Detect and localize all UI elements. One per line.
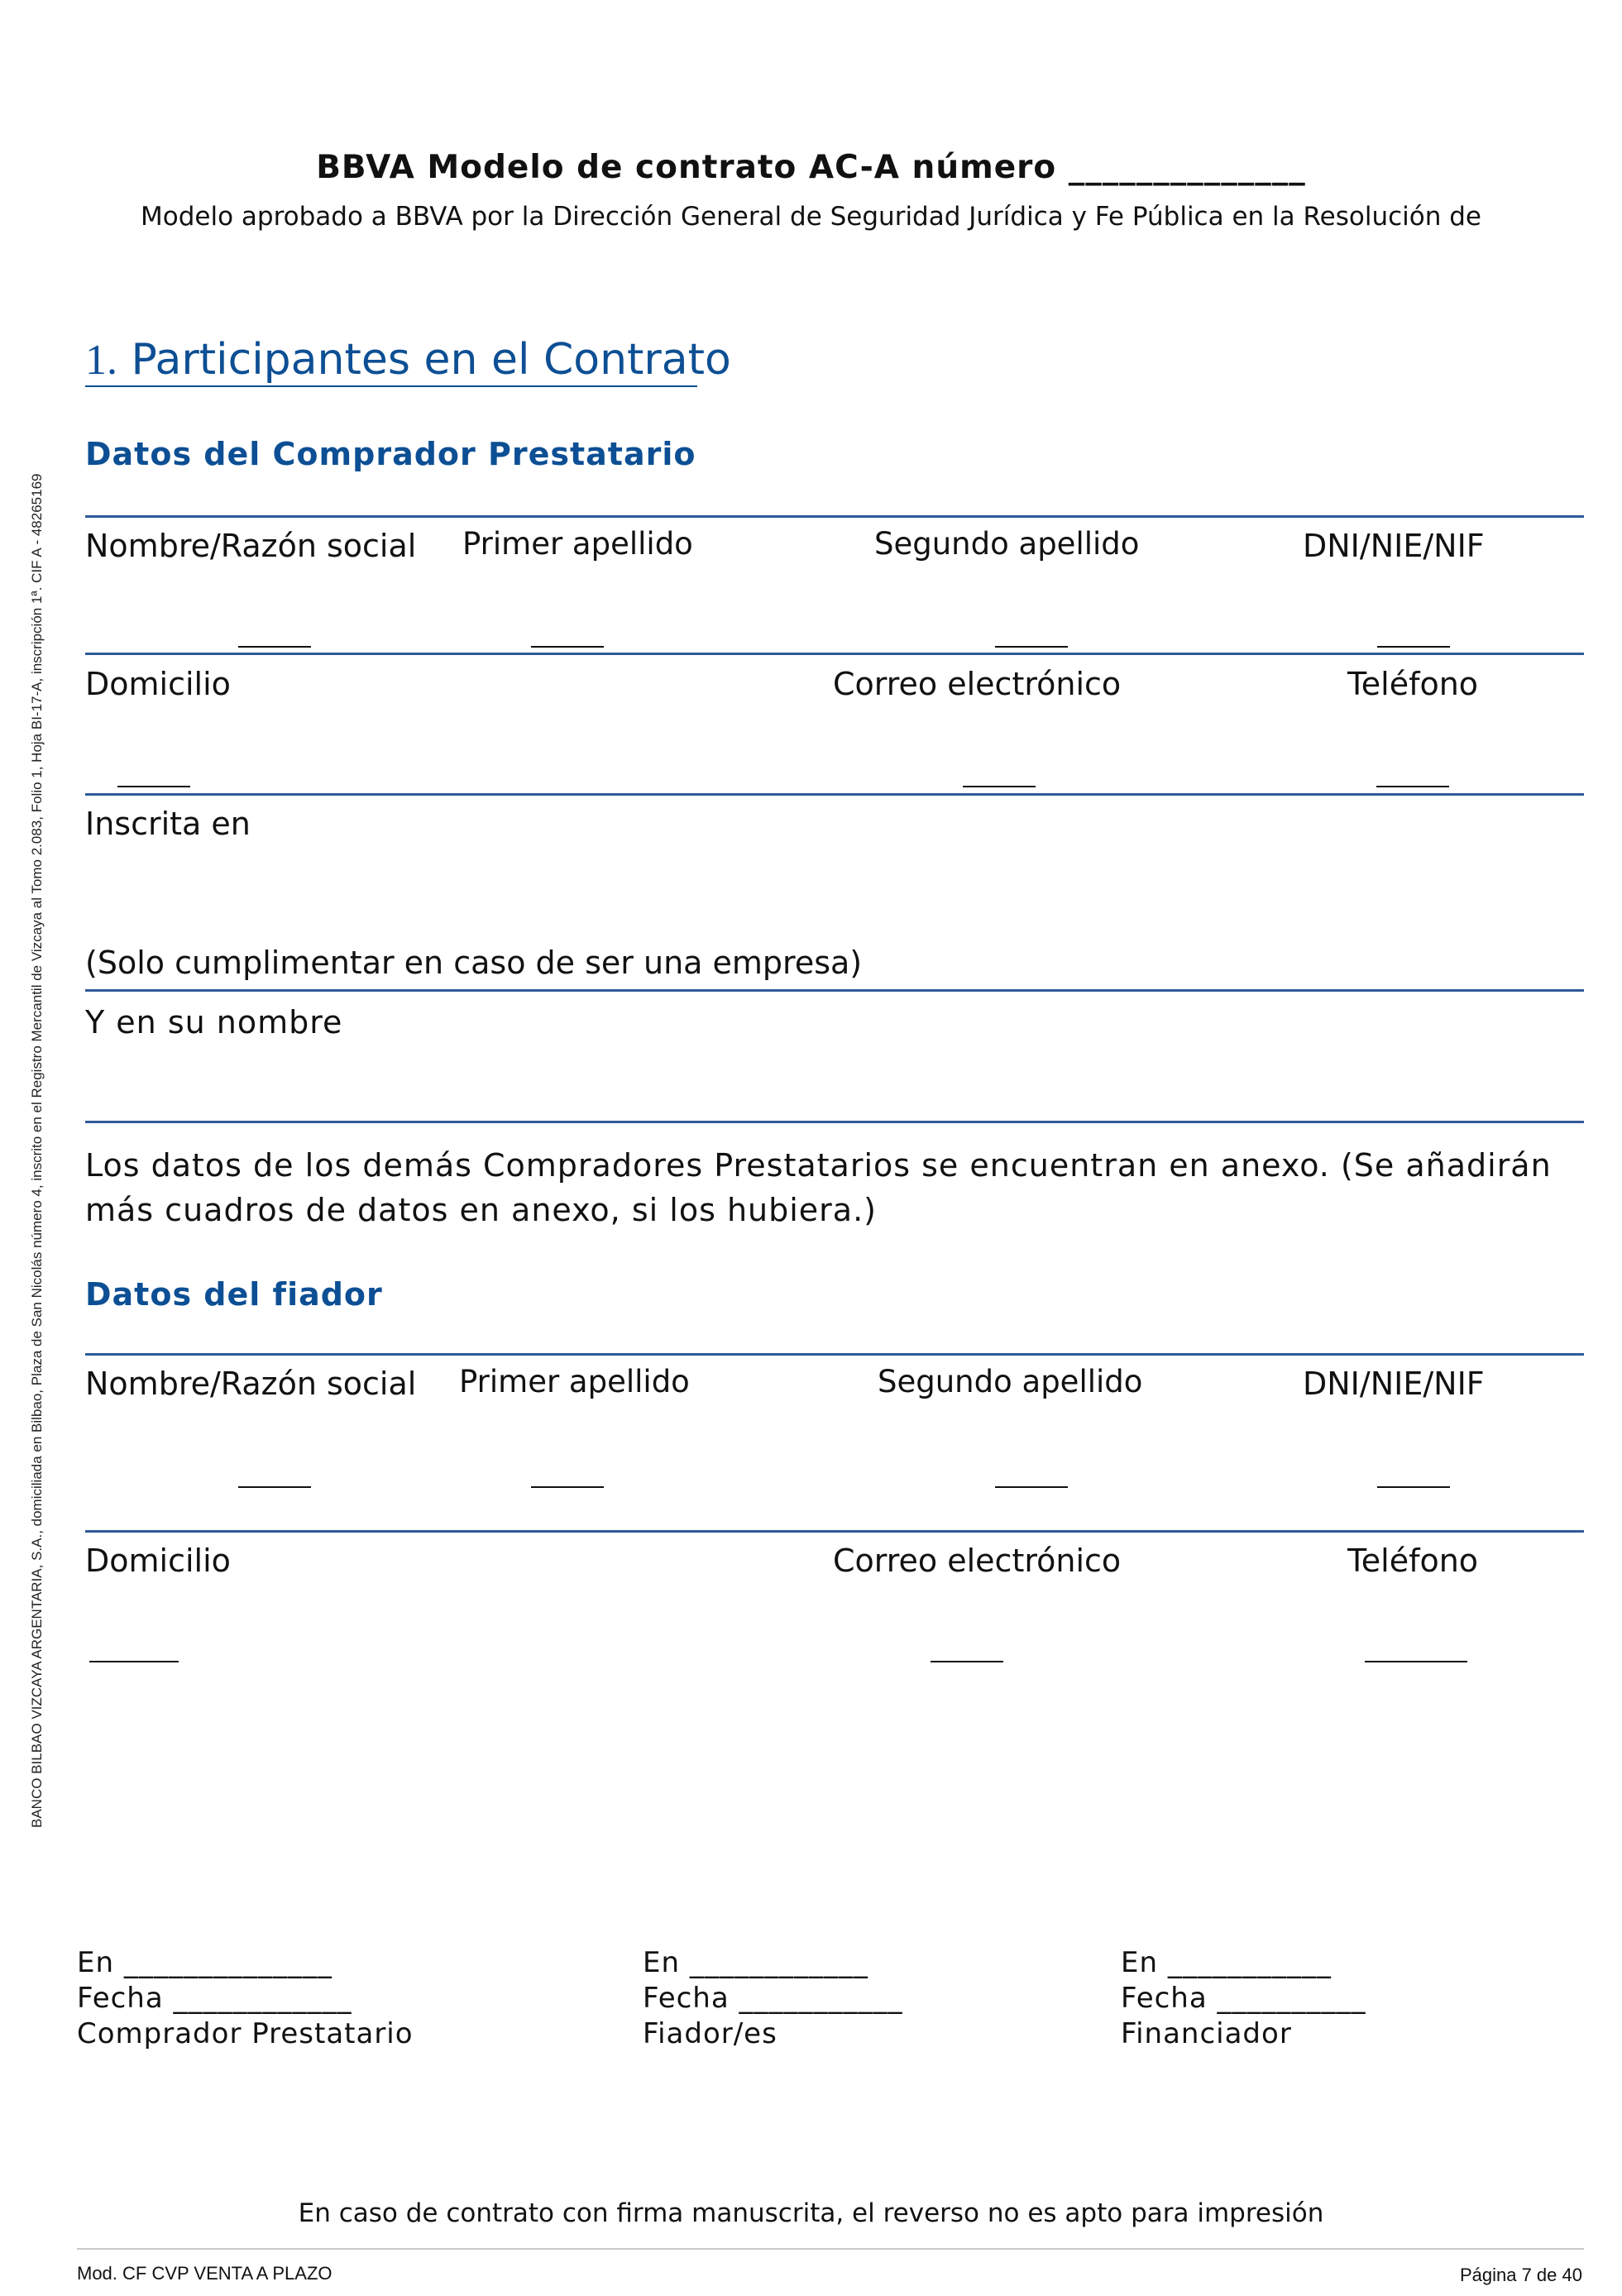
comprador-nombre-de-label: Y en su nombre [85,1004,343,1040]
fiador-apellido2-label: Segundo apellido [878,1364,1143,1399]
comprador-dni-label: DNI/NIE/NIF [1303,528,1485,564]
comprador-nombre-field[interactable] [238,646,311,648]
section-title [85,335,731,385]
comprador-rule-1 [85,515,1584,518]
section-title-text: Participantes en el Contrato [131,335,731,385]
fiador-dni-field[interactable] [1377,1486,1450,1488]
signature-fecha-line: Fecha __________ [1121,1982,1366,2015]
section-number: 1. [85,337,117,384]
fiador-telefono-field[interactable] [1365,1661,1467,1662]
signature-block-comprador [77,1945,414,2052]
fiador-heading: Datos del fiador [85,1276,383,1313]
registry-side-text: BANCO BILBAO VIZCAYA ARGENTARIA, S.A., domiciliada en Bilbao, Plaza de San Nicolás número 4, inscrito en el Registro Mercantil de Vizcaya al Tomo 2.083, Folio 1, Hoja BI-17-A, inscripción 1ª. CIF A - 48265169 [29,473,45,1828]
comprador-apellido1-label: Primer apellido [462,526,693,562]
footer-rule [77,2248,1584,2250]
fiador-nombre-field[interactable] [238,1486,311,1488]
comprador-empresa-note: (Solo cumplimentar en caso de ser una empresa) [85,945,863,981]
comprador-telefono-label: Teléfono [1347,666,1479,702]
comprador-correo-field[interactable] [963,786,1036,787]
fiador-apellido2-field[interactable] [995,1486,1068,1488]
signature-role: Fiador/es [643,2017,778,2050]
fiador-dni-label: DNI/NIE/NIF [1303,1366,1485,1402]
fiador-correo-field[interactable] [931,1661,1003,1662]
comprador-telefono-field[interactable] [1376,786,1449,787]
comprador-rule-2 [85,653,1584,655]
model-code: Mod. CF CVP VENTA A PLAZO [77,2263,333,2284]
fiador-apellido1-label: Primer apellido [459,1364,690,1399]
comprador-heading: Datos del Comprador Prestatario [85,436,696,472]
signature-block-financiador [1121,1945,1366,2052]
comprador-rule-3 [85,793,1584,796]
signature-block-fiador [643,1945,903,2052]
fiador-correo-label: Correo electrónico [833,1543,1122,1579]
comprador-apellido1-field[interactable] [531,646,604,648]
comprador-correo-label: Correo electrónico [833,666,1122,702]
page-number: Página 7 de 40 [1459,2265,1582,2285]
signature-en-line: En ____________ [643,1946,868,1979]
fiador-apellido1-field[interactable] [531,1486,604,1488]
signature-role: Financiador [1121,2017,1292,2050]
print-note: En caso de contrato con firma manuscrita, el reverso no es apto para impresión [298,2198,1324,2228]
comprador-apellido2-field[interactable] [995,646,1068,648]
comprador-dni-field[interactable] [1377,646,1450,648]
comprador-inscrita-label: Inscrita en [85,806,251,842]
signature-fecha-line: Fecha ____________ [77,1982,352,2015]
signature-en-line: En ___________ [1121,1946,1332,1979]
fiador-domicilio-label: Domicilio [85,1543,231,1579]
section-title-underline [85,385,697,387]
comprador-rule-5 [85,1121,1584,1123]
signature-en-line: En ______________ [77,1946,333,1979]
document-subtitle: Modelo aprobado a BBVA por la Dirección General de Seguridad Jurídica y Fe Pública en la Resolución de [141,202,1481,232]
fiador-rule-1 [85,1353,1584,1356]
comprador-anexo-note: Los datos de los demás Compradores Prestatarios se encuentran en anexo. (Se añadirán más cuadros de datos en anexo, si los hubiera.) [85,1147,1552,1228]
comprador-nombre-label: Nombre/Razón social [85,528,417,564]
fiador-nombre-label: Nombre/Razón social [85,1366,417,1402]
fiador-rule-2 [85,1530,1584,1533]
comprador-domicilio-label: Domicilio [85,666,231,702]
fiador-domicilio-field[interactable] [89,1661,179,1662]
comprador-apellido2-label: Segundo apellido [874,526,1140,562]
document-title: BBVA Modelo de contrato AC-A número ______________ [316,149,1306,186]
signature-role: Comprador Prestatario [77,2017,414,2050]
fiador-telefono-label: Teléfono [1347,1543,1479,1579]
comprador-rule-4 [85,989,1584,992]
signature-fecha-line: Fecha ___________ [643,1982,903,2015]
comprador-domicilio-field[interactable] [117,786,190,787]
